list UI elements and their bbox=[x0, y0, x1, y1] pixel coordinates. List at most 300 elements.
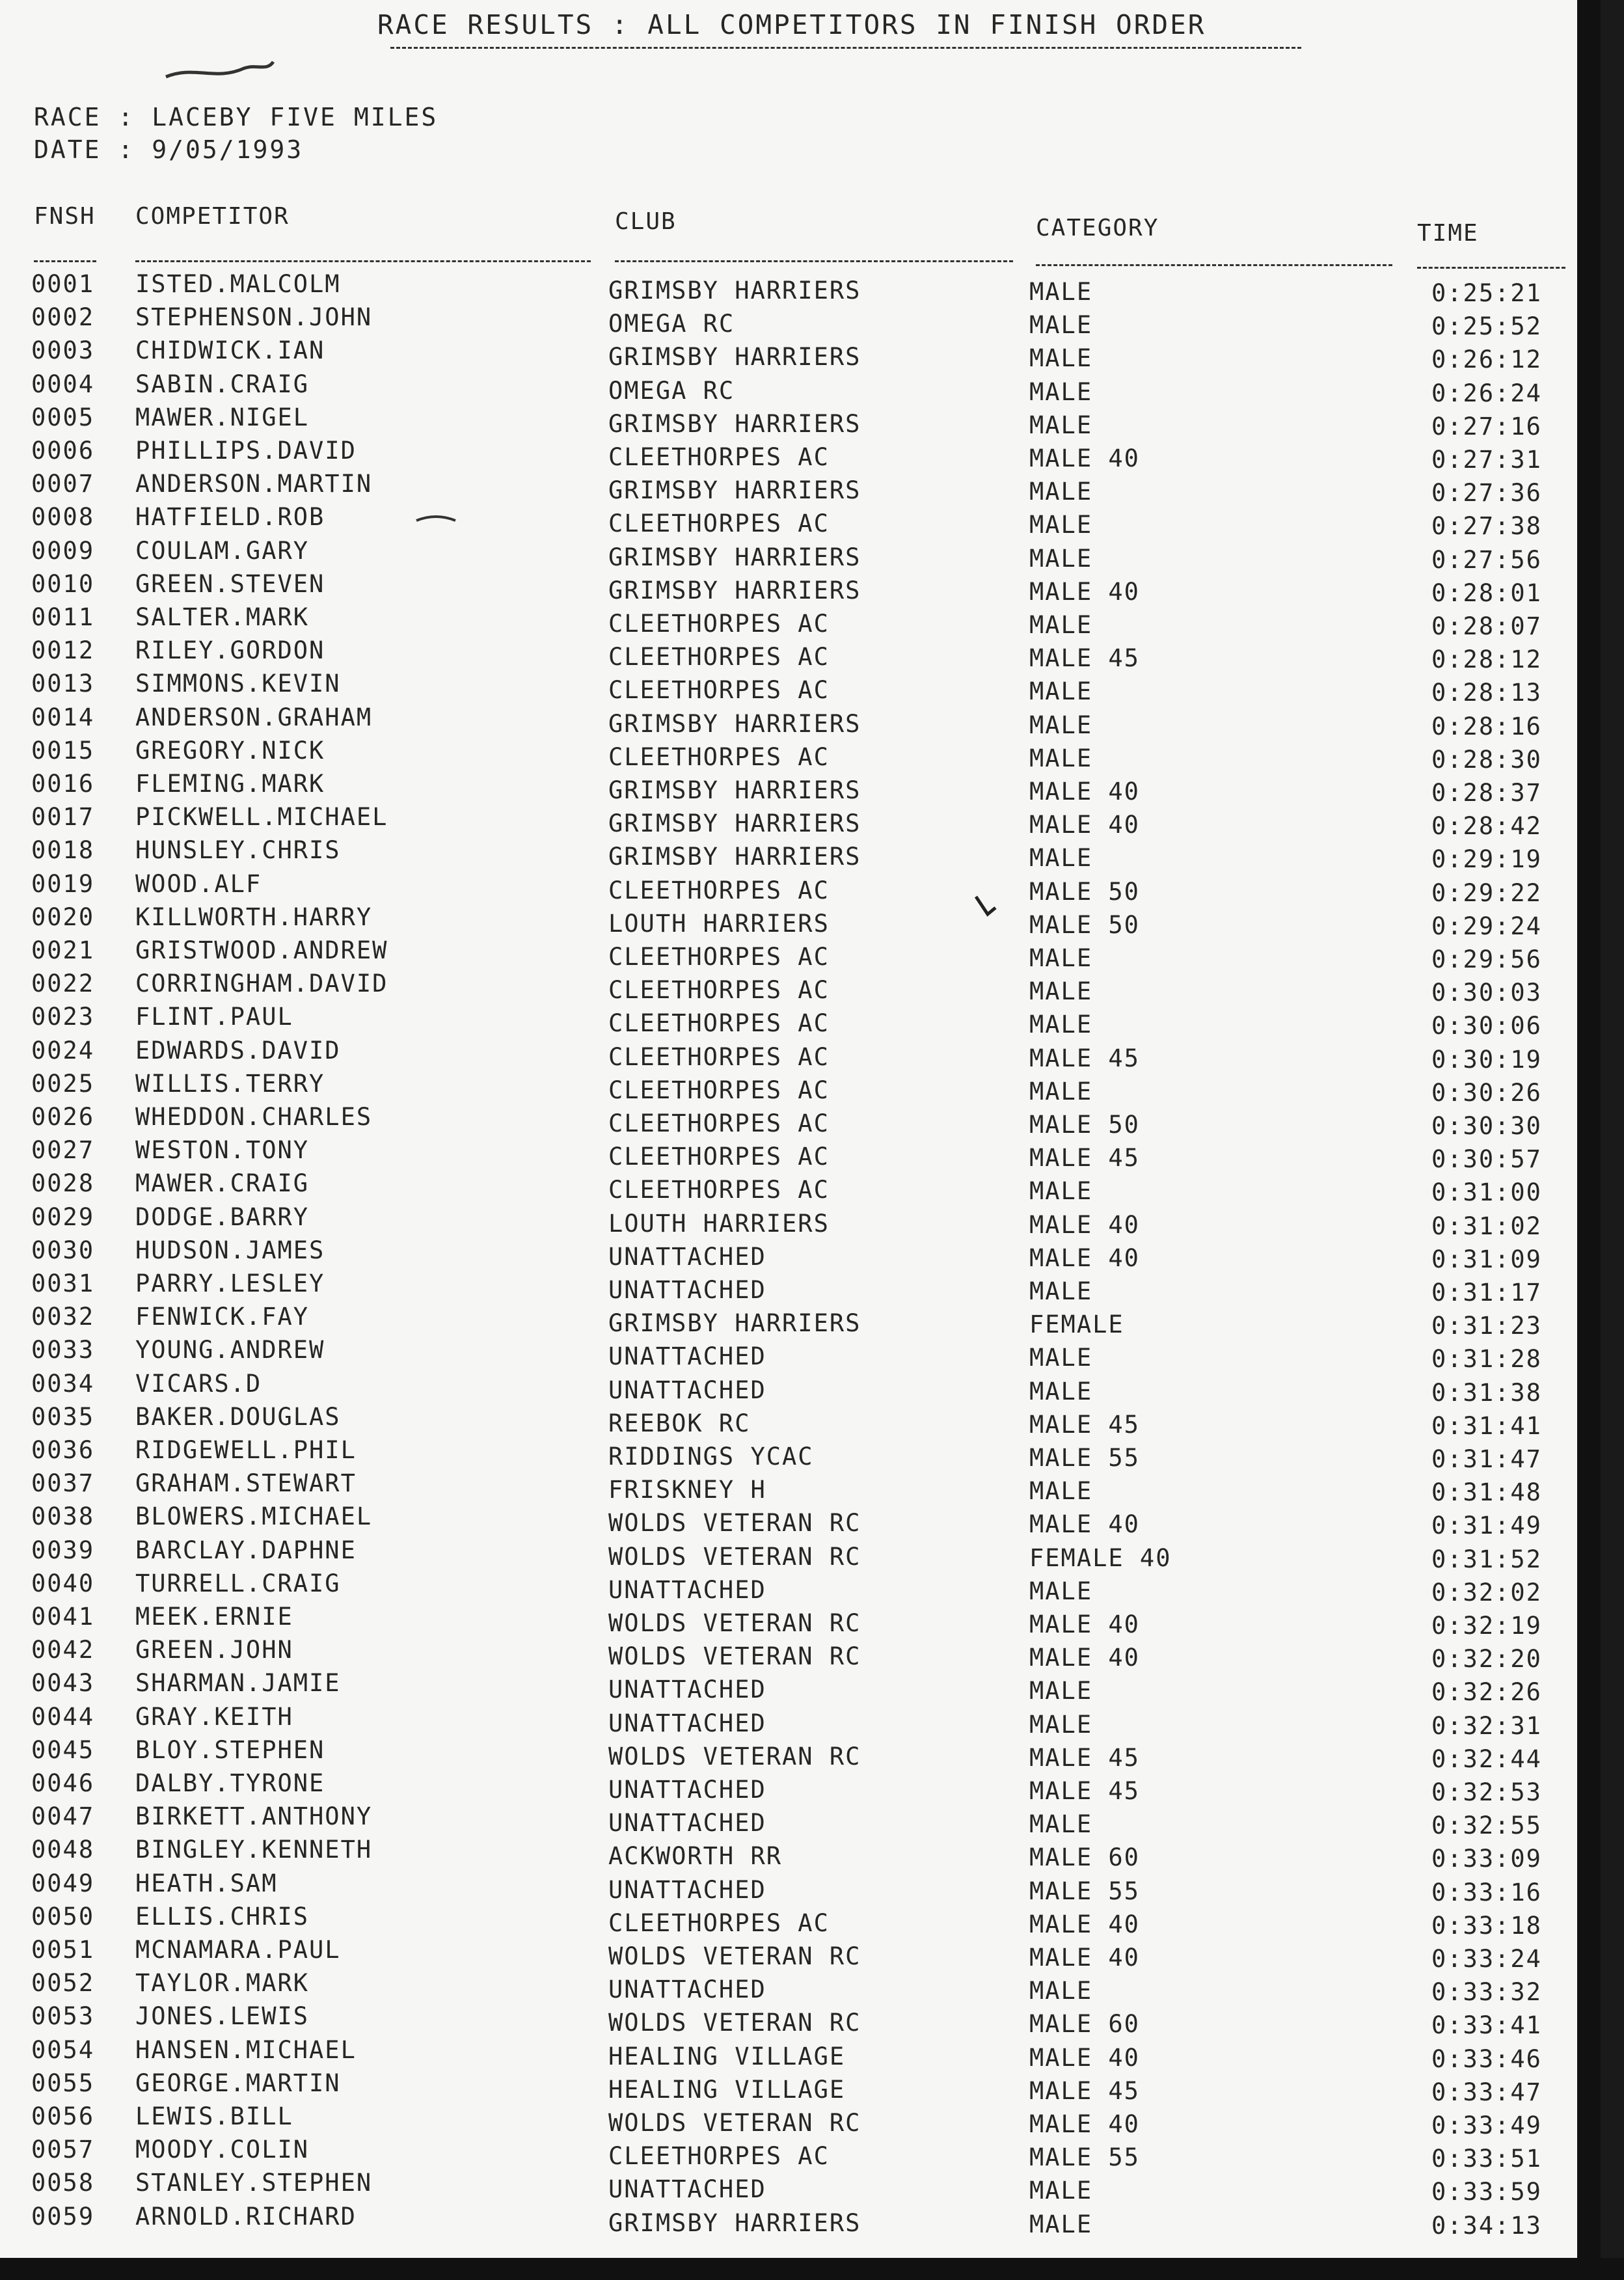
finish-time: 0:31:47 bbox=[1431, 1445, 1542, 1473]
competitor-name: CORRINGHAM.DAVID bbox=[135, 970, 388, 998]
finish-position: 0056 bbox=[31, 2102, 95, 2130]
competitor-name: EDWARDS.DAVID bbox=[135, 1036, 341, 1065]
category: MALE bbox=[1029, 1344, 1093, 1372]
finish-position: 0031 bbox=[31, 1269, 95, 1297]
competitor-name: PICKWELL.MICHAEL bbox=[135, 803, 388, 832]
category: MALE 40 bbox=[1029, 2043, 1140, 2072]
table-row bbox=[0, 569, 1601, 607]
finish-position: 0032 bbox=[31, 1303, 95, 1331]
table-row bbox=[0, 2069, 1601, 2106]
competitor-name: HEATH.SAM bbox=[135, 1869, 278, 1897]
finish-position: 0044 bbox=[31, 1702, 95, 1731]
finish-time: 0:31:49 bbox=[1431, 1512, 1542, 1540]
finish-time: 0:28:12 bbox=[1431, 645, 1542, 674]
finish-position: 0034 bbox=[31, 1369, 95, 1398]
table-row bbox=[0, 903, 1601, 940]
finish-time: 0:28:13 bbox=[1431, 679, 1542, 707]
finish-time: 0:30:26 bbox=[1431, 1078, 1542, 1107]
club-name: WOLDS VETERAN RC bbox=[608, 1509, 861, 1538]
category: MALE bbox=[1029, 1577, 1093, 1605]
table-row bbox=[0, 1269, 1601, 1307]
club-name: CLEETHORPES AC bbox=[608, 643, 830, 672]
club-name: UNATTACHED bbox=[608, 1376, 766, 1404]
table-row bbox=[0, 2169, 1601, 2206]
club-name: UNATTACHED bbox=[608, 2175, 766, 2204]
race-date: 9/05/1993 bbox=[152, 135, 304, 164]
finish-position: 0010 bbox=[31, 569, 95, 598]
finish-time: 0:28:42 bbox=[1431, 812, 1542, 841]
finish-position: 0045 bbox=[31, 1735, 95, 1764]
race-name: LACEBY FIVE MILES bbox=[152, 103, 439, 131]
competitor-name: ARNOLD.RICHARD bbox=[135, 2202, 357, 2231]
finish-time: 0:33:46 bbox=[1431, 2044, 1542, 2073]
competitor-name: DALBY.TYRONE bbox=[135, 1769, 325, 1797]
finish-time: 0:30:03 bbox=[1431, 979, 1542, 1007]
competitor-name: GREEN.JOHN bbox=[135, 1636, 293, 1664]
club-name: GRIMSBY HARRIERS bbox=[608, 709, 861, 738]
category: MALE bbox=[1029, 944, 1093, 972]
table-row bbox=[0, 836, 1601, 874]
finish-time: 0:32:19 bbox=[1431, 1612, 1542, 1640]
category: MALE bbox=[1029, 344, 1093, 373]
club-name: GRIMSBY HARRIERS bbox=[608, 1309, 861, 1338]
table-row bbox=[0, 1636, 1601, 1674]
competitor-name: SIMMONS.KEVIN bbox=[135, 670, 341, 698]
competitor-name: SHARMAN.JAMIE bbox=[135, 1669, 341, 1698]
finish-time: 0:30:30 bbox=[1431, 1112, 1542, 1140]
club-name: REEBOK RC bbox=[608, 1409, 751, 1437]
finish-position: 0059 bbox=[31, 2202, 95, 2231]
competitor-name: BIRKETT.ANTHONY bbox=[135, 1802, 373, 1831]
category: FEMALE bbox=[1029, 1310, 1124, 1339]
club-name: WOLDS VETERAN RC bbox=[608, 2109, 861, 2137]
competitor-name: LEWIS.BILL bbox=[135, 2102, 293, 2130]
table-row bbox=[0, 1969, 1601, 2007]
table-row bbox=[0, 437, 1601, 474]
table-row bbox=[0, 736, 1601, 774]
finish-time: 0:32:44 bbox=[1431, 1744, 1542, 1773]
finish-time: 0:33:18 bbox=[1431, 1911, 1542, 1940]
competitor-name: ANDERSON.GRAHAM bbox=[135, 703, 373, 731]
table-row bbox=[0, 1402, 1601, 1440]
finish-time: 0:25:21 bbox=[1431, 279, 1542, 307]
finish-time: 0:33:47 bbox=[1431, 2078, 1542, 2106]
category: MALE bbox=[1029, 311, 1093, 340]
category: MALE bbox=[1029, 1011, 1093, 1039]
category: MALE bbox=[1029, 377, 1093, 406]
finish-position: 0018 bbox=[31, 836, 95, 865]
finish-position: 0021 bbox=[31, 936, 95, 964]
table-row bbox=[0, 670, 1601, 707]
category: MALE 40 bbox=[1029, 1944, 1140, 1972]
competitor-name: TAYLOR.MARK bbox=[135, 1969, 310, 1998]
finish-position: 0001 bbox=[31, 270, 95, 298]
finish-time: 0:33:41 bbox=[1431, 2011, 1542, 2040]
finish-time: 0:25:52 bbox=[1431, 312, 1542, 341]
club-name: OMEGA RC bbox=[608, 310, 735, 338]
race-line bbox=[34, 103, 438, 131]
club-name: CLEETHORPES AC bbox=[608, 742, 830, 771]
category: MALE bbox=[1029, 1177, 1093, 1206]
column-header-club: CLUB bbox=[615, 208, 677, 235]
scan-edge-right bbox=[1577, 0, 1601, 2258]
finish-position: 0050 bbox=[31, 1902, 95, 1931]
club-name: WOLDS VETERAN RC bbox=[608, 1542, 861, 1571]
club-name: GRIMSBY HARRIERS bbox=[608, 343, 861, 372]
finish-time: 0:33:59 bbox=[1431, 2178, 1542, 2206]
club-name: LOUTH HARRIERS bbox=[608, 909, 830, 938]
competitor-name: MAWER.NIGEL bbox=[135, 403, 310, 431]
table-row bbox=[0, 803, 1601, 841]
finish-position: 0053 bbox=[31, 2002, 95, 2031]
table-row bbox=[0, 936, 1601, 973]
finish-position: 0008 bbox=[31, 503, 95, 532]
category: MALE bbox=[1029, 1277, 1093, 1305]
finish-time: 0:30:06 bbox=[1431, 1012, 1542, 1040]
category: MALE 45 bbox=[1029, 1044, 1140, 1072]
column-rule-club bbox=[615, 260, 1013, 262]
competitor-name: GRAY.KEITH bbox=[135, 1702, 293, 1731]
category: MALE 40 bbox=[1029, 2110, 1140, 2138]
table-row bbox=[0, 2035, 1601, 2073]
finish-time: 0:28:07 bbox=[1431, 612, 1542, 640]
competitor-name: MOODY.COLIN bbox=[135, 2136, 310, 2164]
club-name: CLEETHORPES AC bbox=[608, 943, 830, 971]
finish-position: 0023 bbox=[31, 1003, 95, 1031]
competitor-name: FLINT.PAUL bbox=[135, 1003, 293, 1031]
club-name: UNATTACHED bbox=[608, 1676, 766, 1704]
table-row bbox=[0, 370, 1601, 407]
scan-edge-bottom bbox=[0, 2258, 1624, 2280]
table-row bbox=[0, 1369, 1601, 1407]
competitor-name: ELLIS.CHRIS bbox=[135, 1902, 310, 1931]
competitor-name: KILLWORTH.HARRY bbox=[135, 903, 373, 931]
table-row bbox=[0, 1436, 1601, 1473]
table-row bbox=[0, 1669, 1601, 1707]
competitor-name: VICARS.D bbox=[135, 1369, 262, 1398]
table-row bbox=[0, 1169, 1601, 1207]
table-row bbox=[0, 1103, 1601, 1140]
finish-position: 0043 bbox=[31, 1669, 95, 1698]
finish-position: 0035 bbox=[31, 1402, 95, 1431]
finish-time: 0:31:00 bbox=[1431, 1178, 1542, 1207]
category: MALE 45 bbox=[1029, 2076, 1140, 2105]
category: MALE 40 bbox=[1029, 577, 1140, 606]
table-row bbox=[0, 1003, 1601, 1040]
finish-position: 0003 bbox=[31, 336, 95, 365]
table-row bbox=[0, 1836, 1601, 1873]
table-row bbox=[0, 1569, 1601, 1607]
club-name: UNATTACHED bbox=[608, 1809, 766, 1838]
column-header-competitor: COMPETITOR bbox=[135, 203, 290, 230]
table-row bbox=[0, 1136, 1601, 1174]
finish-time: 0:29:24 bbox=[1431, 912, 1542, 940]
category: MALE 60 bbox=[1029, 2010, 1140, 2039]
competitor-name: SABIN.CRAIG bbox=[135, 370, 310, 398]
club-name: WOLDS VETERAN RC bbox=[608, 1742, 861, 1771]
category: MALE bbox=[1029, 977, 1093, 1006]
finish-position: 0033 bbox=[31, 1336, 95, 1364]
competitor-name: STANLEY.STEPHEN bbox=[135, 2169, 373, 2197]
finish-position: 0016 bbox=[31, 770, 95, 798]
club-name: CLEETHORPES AC bbox=[608, 1908, 830, 1937]
table-row bbox=[0, 1735, 1601, 1773]
club-name: GRIMSBY HARRIERS bbox=[608, 277, 861, 305]
category: MALE 45 bbox=[1029, 644, 1140, 673]
club-name: UNATTACHED bbox=[608, 1776, 766, 1804]
finish-position: 0049 bbox=[31, 1869, 95, 1897]
category: MALE 55 bbox=[1029, 1444, 1140, 1472]
competitor-name: BARCLAY.DAPHNE bbox=[135, 1536, 357, 1564]
competitor-name: BLOY.STEPHEN bbox=[135, 1735, 325, 1764]
finish-time: 0:31:02 bbox=[1431, 1212, 1542, 1240]
club-name: CLEETHORPES AC bbox=[608, 1009, 830, 1038]
club-name: CLEETHORPES AC bbox=[608, 1076, 830, 1104]
finish-position: 0014 bbox=[31, 703, 95, 731]
finish-position: 0055 bbox=[31, 2069, 95, 2097]
category: MALE 40 bbox=[1029, 444, 1140, 472]
table-row bbox=[0, 1202, 1601, 1240]
finish-position: 0011 bbox=[31, 603, 95, 631]
club-name: HEALING VILLAGE bbox=[608, 2075, 846, 2104]
competitor-name: HUNSLEY.CHRIS bbox=[135, 836, 341, 865]
category: MALE 40 bbox=[1029, 1610, 1140, 1638]
finish-time: 0:31:17 bbox=[1431, 1279, 1542, 1307]
table-row bbox=[0, 1869, 1601, 1907]
competitor-name: HATFIELD.ROB bbox=[135, 503, 325, 532]
finish-time: 0:32:55 bbox=[1431, 1812, 1542, 1840]
club-name: CLEETHORPES AC bbox=[608, 2142, 830, 2171]
club-name: GRIMSBY HARRIERS bbox=[608, 543, 861, 571]
column-rule-time bbox=[1417, 267, 1565, 269]
club-name: CLEETHORPES AC bbox=[608, 610, 830, 638]
finish-position: 0039 bbox=[31, 1536, 95, 1564]
club-name: GRIMSBY HARRIERS bbox=[608, 576, 861, 604]
competitor-name: GREGORY.NICK bbox=[135, 736, 325, 765]
finish-position: 0042 bbox=[31, 1636, 95, 1664]
category: MALE 60 bbox=[1029, 1843, 1140, 1872]
table-row bbox=[0, 1769, 1601, 1806]
category: MALE 40 bbox=[1029, 778, 1140, 806]
finish-time: 0:31:38 bbox=[1431, 1378, 1542, 1407]
column-header-fnsh: FNSH bbox=[34, 203, 96, 230]
finish-time: 0:27:38 bbox=[1431, 512, 1542, 541]
category: MALE bbox=[1029, 1377, 1093, 1405]
finish-position: 0046 bbox=[31, 1769, 95, 1797]
finish-time: 0:28:30 bbox=[1431, 745, 1542, 774]
finish-position: 0009 bbox=[31, 536, 95, 565]
table-row bbox=[0, 1336, 1601, 1374]
finish-time: 0:30:19 bbox=[1431, 1045, 1542, 1074]
table-row bbox=[0, 1502, 1601, 1540]
competitor-name: WILLIS.TERRY bbox=[135, 1069, 325, 1098]
category: MALE bbox=[1029, 844, 1093, 873]
club-name: WOLDS VETERAN RC bbox=[608, 1942, 861, 1970]
finish-position: 0017 bbox=[31, 803, 95, 832]
finish-time: 0:33:51 bbox=[1431, 2145, 1542, 2173]
table-row bbox=[0, 1902, 1601, 1940]
title-underline bbox=[390, 47, 1301, 49]
club-name: RIDDINGS YCAC bbox=[608, 1443, 814, 1471]
category: MALE 45 bbox=[1029, 1743, 1140, 1772]
finish-position: 0036 bbox=[31, 1436, 95, 1464]
finish-time: 0:29:22 bbox=[1431, 878, 1542, 907]
category: MALE 40 bbox=[1029, 1510, 1140, 1539]
date-label: DATE : bbox=[34, 135, 135, 164]
competitor-name: WESTON.TONY bbox=[135, 1136, 310, 1165]
club-name: WOLDS VETERAN RC bbox=[608, 1609, 861, 1637]
finish-time: 0:32:53 bbox=[1431, 1778, 1542, 1806]
competitor-name: FENWICK.FAY bbox=[135, 1303, 310, 1331]
competitor-name: MEEK.ERNIE bbox=[135, 1603, 293, 1631]
category: MALE bbox=[1029, 1677, 1093, 1705]
category: MALE bbox=[1029, 544, 1093, 573]
finish-time: 0:29:19 bbox=[1431, 845, 1542, 874]
competitor-name: HANSEN.MICHAEL bbox=[135, 2035, 357, 2064]
competitor-name: WHEDDON.CHARLES bbox=[135, 1103, 373, 1131]
category: MALE 55 bbox=[1029, 1877, 1140, 1905]
finish-time: 0:26:12 bbox=[1431, 346, 1542, 374]
competitor-name: BAKER.DOUGLAS bbox=[135, 1402, 341, 1431]
column-header-time: TIME bbox=[1417, 220, 1479, 247]
competitor-name: PHILLIPS.DAVID bbox=[135, 437, 357, 465]
category: MALE 45 bbox=[1029, 1777, 1140, 1805]
club-name: UNATTACHED bbox=[608, 1709, 766, 1737]
club-name: OMEGA RC bbox=[608, 376, 735, 405]
category: MALE bbox=[1029, 611, 1093, 639]
table-row bbox=[0, 536, 1601, 574]
table-row bbox=[0, 1702, 1601, 1740]
finish-time: 0:31:28 bbox=[1431, 1345, 1542, 1374]
club-name: UNATTACHED bbox=[608, 1276, 766, 1304]
table-row bbox=[0, 703, 1601, 740]
club-name: CLEETHORPES AC bbox=[608, 876, 830, 904]
finish-time: 0:32:31 bbox=[1431, 1711, 1542, 1740]
table-row bbox=[0, 403, 1601, 441]
category: MALE 40 bbox=[1029, 1644, 1140, 1672]
finish-position: 0013 bbox=[31, 670, 95, 698]
finish-time: 0:31:09 bbox=[1431, 1245, 1542, 1273]
club-name: WOLDS VETERAN RC bbox=[608, 1642, 861, 1671]
finish-time: 0:34:13 bbox=[1431, 2211, 1542, 2240]
page-title: RACE RESULTS : ALL COMPETITORS IN FINISH ORDER bbox=[377, 9, 1206, 40]
finish-position: 0024 bbox=[31, 1036, 95, 1065]
table-row bbox=[0, 1469, 1601, 1507]
category: MALE bbox=[1029, 2177, 1093, 2205]
finish-time: 0:27:56 bbox=[1431, 545, 1542, 574]
finish-position: 0025 bbox=[31, 1069, 95, 1098]
category: MALE bbox=[1029, 1977, 1093, 2005]
column-rule-fnsh bbox=[34, 260, 96, 262]
club-name: UNATTACHED bbox=[608, 1242, 766, 1271]
competitor-name: FLEMING.MARK bbox=[135, 770, 325, 798]
category: MALE 45 bbox=[1029, 1144, 1140, 1173]
table-row bbox=[0, 1802, 1601, 1840]
finish-time: 0:28:16 bbox=[1431, 712, 1542, 740]
table-row bbox=[0, 503, 1601, 541]
finish-time: 0:32:20 bbox=[1431, 1645, 1542, 1674]
competitor-name: BLOWERS.MICHAEL bbox=[135, 1502, 373, 1531]
club-name: CLEETHORPES AC bbox=[608, 1042, 830, 1071]
category: MALE bbox=[1029, 2210, 1093, 2238]
category: MALE 50 bbox=[1029, 1111, 1140, 1139]
table-row bbox=[0, 270, 1601, 307]
finish-time: 0:33:24 bbox=[1431, 1945, 1542, 1973]
finish-time: 0:33:49 bbox=[1431, 2111, 1542, 2139]
club-name: GRIMSBY HARRIERS bbox=[608, 776, 861, 804]
finish-position: 0054 bbox=[31, 2035, 95, 2064]
table-row bbox=[0, 1303, 1601, 1340]
category: MALE 50 bbox=[1029, 910, 1140, 939]
finish-position: 0015 bbox=[31, 736, 95, 765]
competitor-name: MCNAMARA.PAUL bbox=[135, 1936, 341, 1964]
finish-time: 0:27:31 bbox=[1431, 446, 1542, 474]
competitor-name: DODGE.BARRY bbox=[135, 1202, 310, 1231]
finish-position: 0037 bbox=[31, 1469, 95, 1498]
finish-position: 0006 bbox=[31, 437, 95, 465]
finish-time: 0:28:37 bbox=[1431, 779, 1542, 807]
competitor-name: SALTER.MARK bbox=[135, 603, 310, 631]
club-name: CLEETHORPES AC bbox=[608, 443, 830, 471]
category: MALE 40 bbox=[1029, 1910, 1140, 1938]
category: MALE 40 bbox=[1029, 1210, 1140, 1239]
finish-time: 0:31:23 bbox=[1431, 1312, 1542, 1340]
competitor-name: RIDGEWELL.PHIL bbox=[135, 1436, 357, 1464]
club-name: CLEETHORPES AC bbox=[608, 1143, 830, 1171]
finish-position: 0028 bbox=[31, 1169, 95, 1198]
finish-position: 0020 bbox=[31, 903, 95, 931]
category: MALE bbox=[1029, 1077, 1093, 1106]
competitor-name: GRAHAM.STEWART bbox=[135, 1469, 357, 1498]
finish-time: 0:33:16 bbox=[1431, 1878, 1542, 1907]
category: MALE 40 bbox=[1029, 1243, 1140, 1272]
finish-position: 0012 bbox=[31, 636, 95, 665]
finish-position: 0048 bbox=[31, 1836, 95, 1864]
finish-time: 0:29:56 bbox=[1431, 945, 1542, 973]
competitor-name: TURRELL.CRAIG bbox=[135, 1569, 341, 1597]
competitor-name: PARRY.LESLEY bbox=[135, 1269, 325, 1297]
finish-position: 0058 bbox=[31, 2169, 95, 2197]
category: MALE bbox=[1029, 511, 1093, 539]
table-row bbox=[0, 470, 1601, 508]
pen-squiggle-top bbox=[166, 62, 273, 77]
category: MALE bbox=[1029, 744, 1093, 772]
finish-position: 0019 bbox=[31, 869, 95, 898]
category: MALE bbox=[1029, 1710, 1093, 1739]
competitor-name: BINGLEY.KENNETH bbox=[135, 1836, 373, 1864]
finish-time: 0:32:02 bbox=[1431, 1578, 1542, 1607]
table-row bbox=[0, 869, 1601, 907]
club-name: CLEETHORPES AC bbox=[608, 1176, 830, 1204]
finish-position: 0029 bbox=[31, 1202, 95, 1231]
finish-time: 0:31:52 bbox=[1431, 1545, 1542, 1573]
club-name: UNATTACHED bbox=[608, 1975, 766, 2004]
table-row bbox=[0, 603, 1601, 640]
club-name: WOLDS VETERAN RC bbox=[608, 2009, 861, 2037]
category: FEMALE 40 bbox=[1029, 1543, 1172, 1572]
competitor-name: GREEN.STEVEN bbox=[135, 569, 325, 598]
competitor-name: HUDSON.JAMES bbox=[135, 1236, 325, 1264]
club-name: UNATTACHED bbox=[608, 1875, 766, 1904]
club-name: HEALING VILLAGE bbox=[608, 2042, 846, 2070]
club-name: GRIMSBY HARRIERS bbox=[608, 476, 861, 505]
column-header-category: CATEGORY bbox=[1036, 215, 1159, 241]
club-name: FRISKNEY H bbox=[608, 1476, 766, 1504]
competitor-name: ISTED.MALCOLM bbox=[135, 270, 341, 298]
club-name: GRIMSBY HARRIERS bbox=[608, 2208, 861, 2237]
competitor-name: STEPHENSON.JOHN bbox=[135, 303, 373, 332]
club-name: LOUTH HARRIERS bbox=[608, 1209, 830, 1238]
